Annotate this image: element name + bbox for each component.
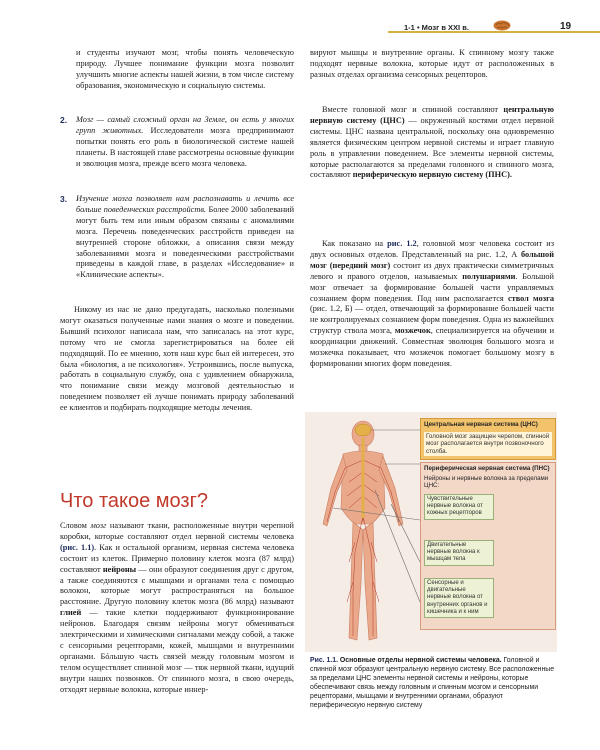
intro-paragraph: и студенты изучают мозг, чтобы понять человеческую природу. Лучшее понимание функции мозга позволит улучшить многие аспекты нашей жизни, в том числе систему образования, экономическую и социальную системы. [76,48,294,90]
figure-reference: рис. 1.2 [387,239,417,248]
list-item-2-lead: Мозг — самый сложный орган на Земле, он есть у многих групп животных. [76,115,294,135]
text-run: . Как и остальной организм, нервная система человека состоит из клеток. Примерно половину клеток мозга (87 млрд) составляют [60,542,295,574]
list-item-2-text: Исследователи мозга предпринимают попытки понять его роль в биологической системе нашей планеты. В настоящей главе рассмотрены основные функции и эволюция мозга, прежде всего мозга человека. [76,125,294,168]
text-run: , специализируется на обучении и координации движений. Совместная эволюция большого мозга и мозжечка показывает, что мозжечок помогает большому мозгу в формировании многих форм поведения. [310,326,555,368]
cns-box [420,418,556,460]
figure-reference: (рис. 1.1) [60,542,95,552]
text-run: (рис. 1.2, Б) — отдел, отвечающий за формирование большей части не контролируемых сознанием форм поведения. Одна из важнейших структур ствола мозга, [310,304,554,336]
spinal-cord [362,438,365,518]
visceral-fibers-label: Сенсорные и двигательные нервные волокна от внутренних органов и кишечника и к ним [424,578,494,618]
term-cerebrum: большой мозг (передний мозг) [310,249,554,270]
cns-title: Центральная нервная система (ЦНС) [424,421,538,428]
term-neurons: нейроны [102,564,137,574]
caption-label: Рис. 1.1. [310,657,338,664]
cns-paragraph [310,105,554,181]
section-heading: Что такое мозг? [60,490,209,512]
term-hemispheres: полушариями [462,271,516,281]
term-pns: периферическую нервную систему (ПНС). [352,170,512,180]
pns-subtitle: Нейроны и нервные волокна за пределами ЦНС: [424,474,549,490]
text-run: состоит из двух практически симметричных левого и правого отделов, называемых [310,260,555,281]
cns-description: Головной мозг защищен черепом, спинной мозг располагается внутри позвоночного столба. [424,432,552,457]
sensory-fibers-label: Чувствительные нервные волокна от кожных рецепторов [424,494,494,520]
text-run: Словом [60,521,91,530]
text-run: . Большой мозг отвечает за формирование большей части управляемых сознанием форм поведения. Под ним располагается [310,271,554,303]
brain-definition-paragraph [60,521,294,696]
brain-icon [493,20,511,31]
text-run: — они образуют соединения друг с другом, а также соединяются с мышцами и органами тела с помощью волокон, которые могут распространяться на большое расстояние. Другую половину клеток мозга (86 млрд) называют [60,564,294,607]
list-item-3 [76,194,294,281]
figure-caption [310,656,556,710]
chapter-title: Мозг в XXI в. [421,23,469,32]
page-number: 19 [560,21,572,32]
text-run: — окруженный костями отдел нервной системы. ЦНС названа центральной, поскольку она одновременно является физическим центром нервной системы и играет главную роль в управлении поведением. Все элементы нервной системы, которые располагаются за пределами головного и спинного мозга, составляют [310,115,554,180]
brain-marker [355,424,371,436]
pns-title: Периферическая нервная система (ПНС) [424,465,550,472]
term-brain: мозг [90,521,107,530]
running-header [404,23,469,32]
caption-title: Основные отделы нервной системы человека. [339,657,502,664]
list-number-2: 2. [60,115,68,125]
text-run: , головной мозг человека состоит из двух основных отделов. Представленный на рис. 1.2, А [310,239,554,259]
text-run: — такие клетки поддерживают функционирование нейронов. Благодаря связям нейроны могут обмениваться электрическими и химическими сигналами между собой, а также с сенсорными рецепторами, кожей, мышцами и внутренними органами. Бóльшую часть связей между головным мозгом и телом осуществляет спинной мозг — тяж нервной ткани, идущий внутри наших позвонков. От спинного мозга, в свою очередь, отходят нервные волокна, которые иннер- [60,608,294,694]
text-run: называют ткани, расположенные внутри черепной коробки, которые составляют отдел нервной системы человека [60,521,295,541]
list-item-3-text: Более 2000 заболеваний могут быть тем или иным образом связаны с аномалиями мозга. Перечень поведенческих расстройств приведен на внутренней стороне обложки, а описания связи между заболеваниями мозга и поведенческими расстройствами приведены в каждой главе, в разделах «Исследование» и «Клинические аспекты». [76,204,295,280]
chapter-number: 1-1 [404,23,415,32]
text-run: Как показано на [322,239,388,248]
continuation-paragraph: вируют мышцы и внутренние органы. К спинному мозгу также подходят нервные волокна, которые идут от расположенных в разных отделах организма сенсорных рецепторов. [310,48,554,79]
motor-fibers-label: Двигательные нервные волокна к мышцам тела [424,540,494,566]
header-separator: • [416,23,420,32]
list-number-3: 3. [60,194,68,204]
list-item-3-lead: Изучение мозга позволяет нам распознавать и лечить все больше поведенческих расстройств. [76,194,294,214]
text-run: Вместе головной мозг и спинной составляют [322,105,504,114]
term-cns: центральную нервную систему (ЦНС) [310,105,554,125]
list-item-2 [76,115,294,170]
caption-text: Головной и спинной мозг образуют центральную нервную систему. Все расположенные за пределами ЦНС элементы нервной системы и нейроны, которые обеспечивают связь между головным и спинным мозгом и сенсорными рецепторами, мышцами и внутренними органами, образуют периферическую нервную систему [310,657,555,709]
term-glia: глией [60,608,82,618]
term-cerebellum: мозжечок [394,326,431,336]
anecdote-paragraph: Никому из нас не дано предугадать, насколько полезными могут оказаться полученные нами знания о мозге и поведении. Бывший психолог написала нам, что записалась на этот курс, потому что не смогла зарегистрироваться на более ей подходящий. По ее мнению, хотя наш курс был ей интересен, это была «биология, а не психология». Устроившись, после выпуска, работать в социальную службу, она с удивлением обнаружила, что понимание связи между мозговой деятельностью и поведением позволяет ей лучше понимать природу заболеваний ее клиентов и подбирать подходящие методы лечения. [60,305,294,413]
brain-parts-paragraph [310,239,554,370]
term-brainstem: ствол мозга [507,293,554,303]
